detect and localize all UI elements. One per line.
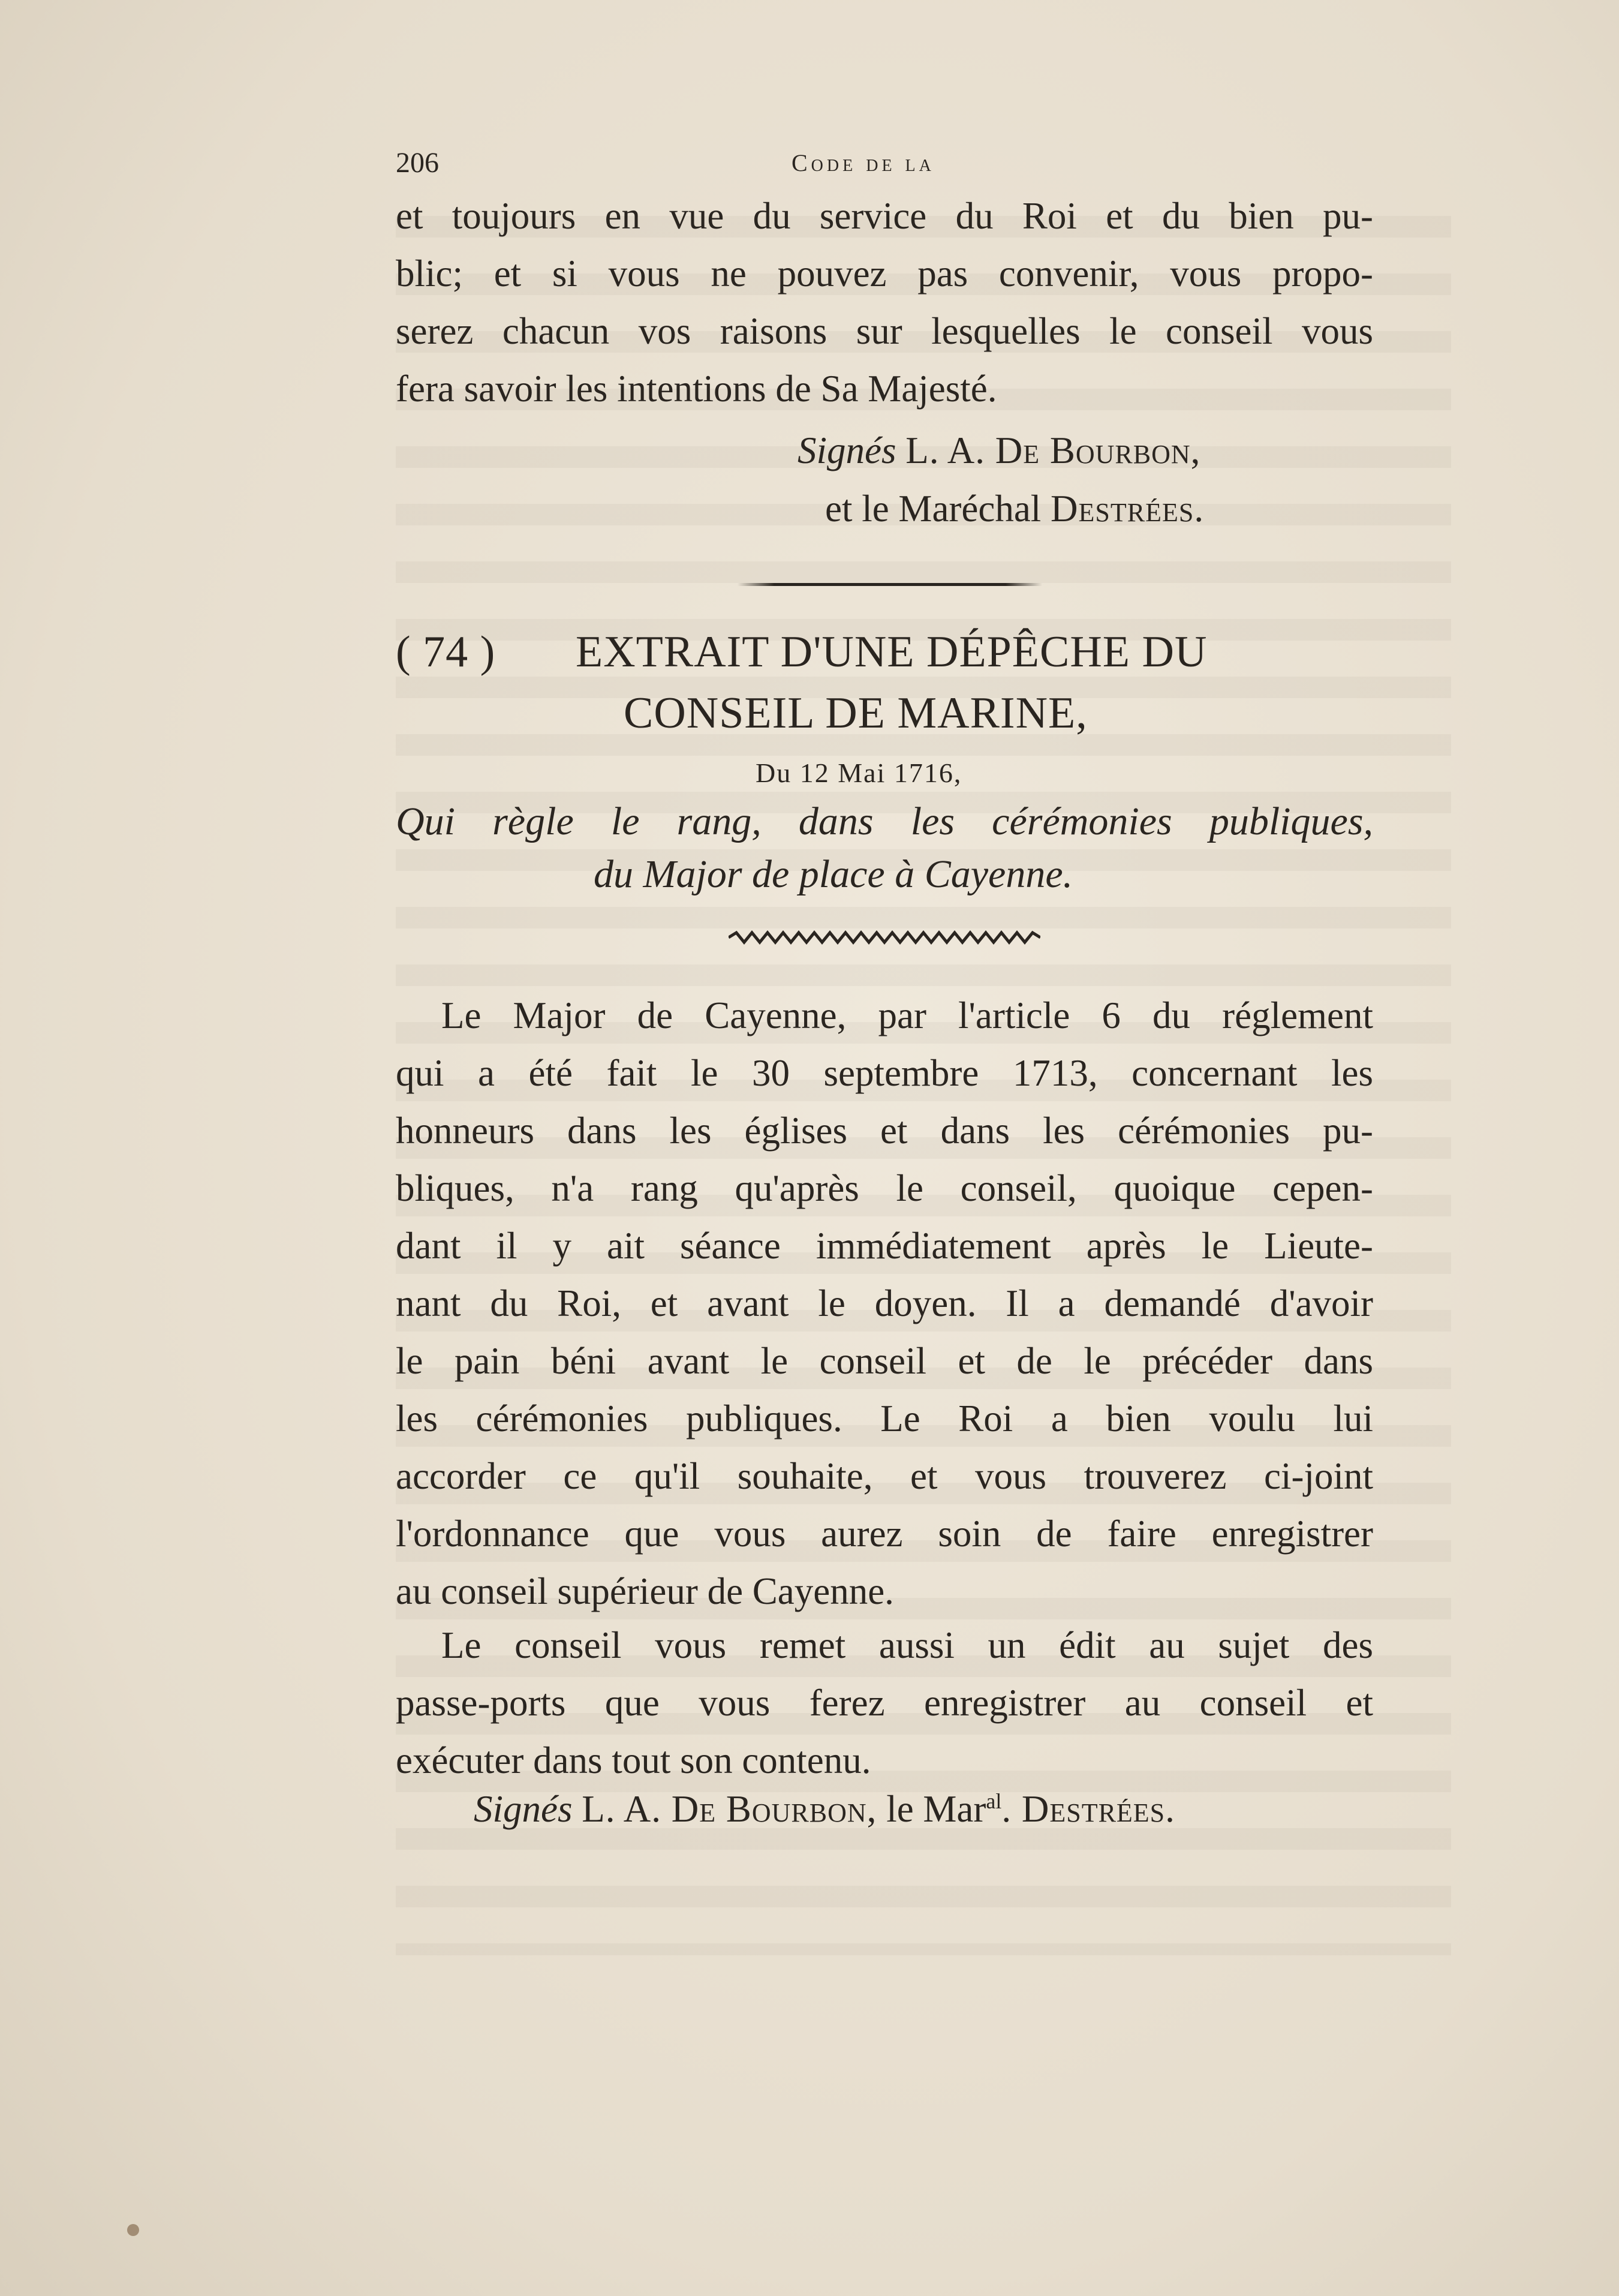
ornamental-rule-icon: [729, 928, 1040, 946]
signature-line-1: [798, 429, 1200, 473]
text-line: au conseil supérieur de Cayenne.: [396, 1570, 894, 1612]
signatory-title: et le Maréchal: [825, 488, 1042, 530]
ink-speck: [127, 2224, 139, 2236]
signatory-title: le Mar: [886, 1788, 986, 1830]
text-line: exécuter dans tout son contenu.: [396, 1739, 871, 1781]
text-line: accorder ce qu'il souhaite, et vous trouverez ci-joint: [396, 1455, 1373, 1497]
signatory-name: . Destrées.: [1001, 1788, 1175, 1830]
document-title-line-2: CONSEIL DE MARINE,: [624, 689, 1088, 738]
signatory-name: Destrées.: [1051, 488, 1205, 530]
signature-prefix: Signés: [798, 429, 896, 471]
body-paragraph-2: [396, 1616, 1373, 1789]
signatory-name: L. A. De Bourbon,: [582, 1788, 877, 1830]
text-line: serez chacun vos raisons sur lesquelles le conseil vous: [396, 310, 1373, 352]
text-line: fera savoir les intentions de Sa Majesté.: [396, 368, 997, 410]
title-text: EXTRAIT D'UNE DÉPÊCHE DU: [576, 627, 1208, 677]
continuation-paragraph: [396, 187, 1373, 417]
text-line: et toujours en vue du service du Roi et du bien pu-: [396, 195, 1373, 237]
section-divider: [738, 583, 1042, 586]
text-line: blic; et si vous ne pouvez pas convenir, vous propo-: [396, 253, 1373, 294]
text-line: les cérémonies publiques. Le Roi a bien voulu lui: [396, 1398, 1373, 1439]
signature-line-2: [825, 487, 1204, 531]
document-date: Du 12 Mai 1716,: [756, 758, 962, 788]
text-line: qui a été fait le 30 septembre 1713, concernant les: [396, 1052, 1373, 1094]
text-line: nant du Roi, et avant le doyen. Il a demandé d'avoir: [396, 1282, 1373, 1324]
document-subtitle-line-2: du Major de place à Cayenne.: [594, 852, 1073, 896]
signatory-name: L. A. De Bourbon,: [905, 429, 1201, 471]
closing-signature: [474, 1787, 1175, 1831]
document-subtitle-line-1: Qui règle le rang, dans les cérémonies publiques,: [396, 800, 1373, 843]
text-line: passe-ports que vous ferez enregistrer au conseil et: [396, 1682, 1373, 1724]
text-line: l'ordonnance que vous aurez soin de faire enregistrer: [396, 1513, 1373, 1555]
document-number: ( 74 ): [396, 627, 496, 677]
document-title-line-1: [396, 627, 1355, 678]
title-abbreviation: al: [986, 1789, 1002, 1813]
body-paragraph-1: [396, 987, 1373, 1620]
text-line: Le conseil vous remet aussi un édit au sujet des: [441, 1624, 1373, 1666]
text-line: dant il y ait séance immédiatement après le Lieute-: [396, 1225, 1373, 1267]
signature-prefix: Signés: [474, 1788, 573, 1830]
page-number: 206: [396, 147, 439, 179]
text-line: honneurs dans les églises et dans les cérémonies pu-: [396, 1110, 1373, 1152]
page-header: [396, 146, 995, 182]
text-line: le pain béni avant le conseil et de le précéder dans: [396, 1340, 1373, 1382]
text-line: bliques, n'a rang qu'après le conseil, quoique cepen-: [396, 1167, 1373, 1209]
text-line: Le Major de Cayenne, par l'article 6 du réglement: [441, 994, 1373, 1036]
running-head: Code de la: [792, 149, 935, 176]
